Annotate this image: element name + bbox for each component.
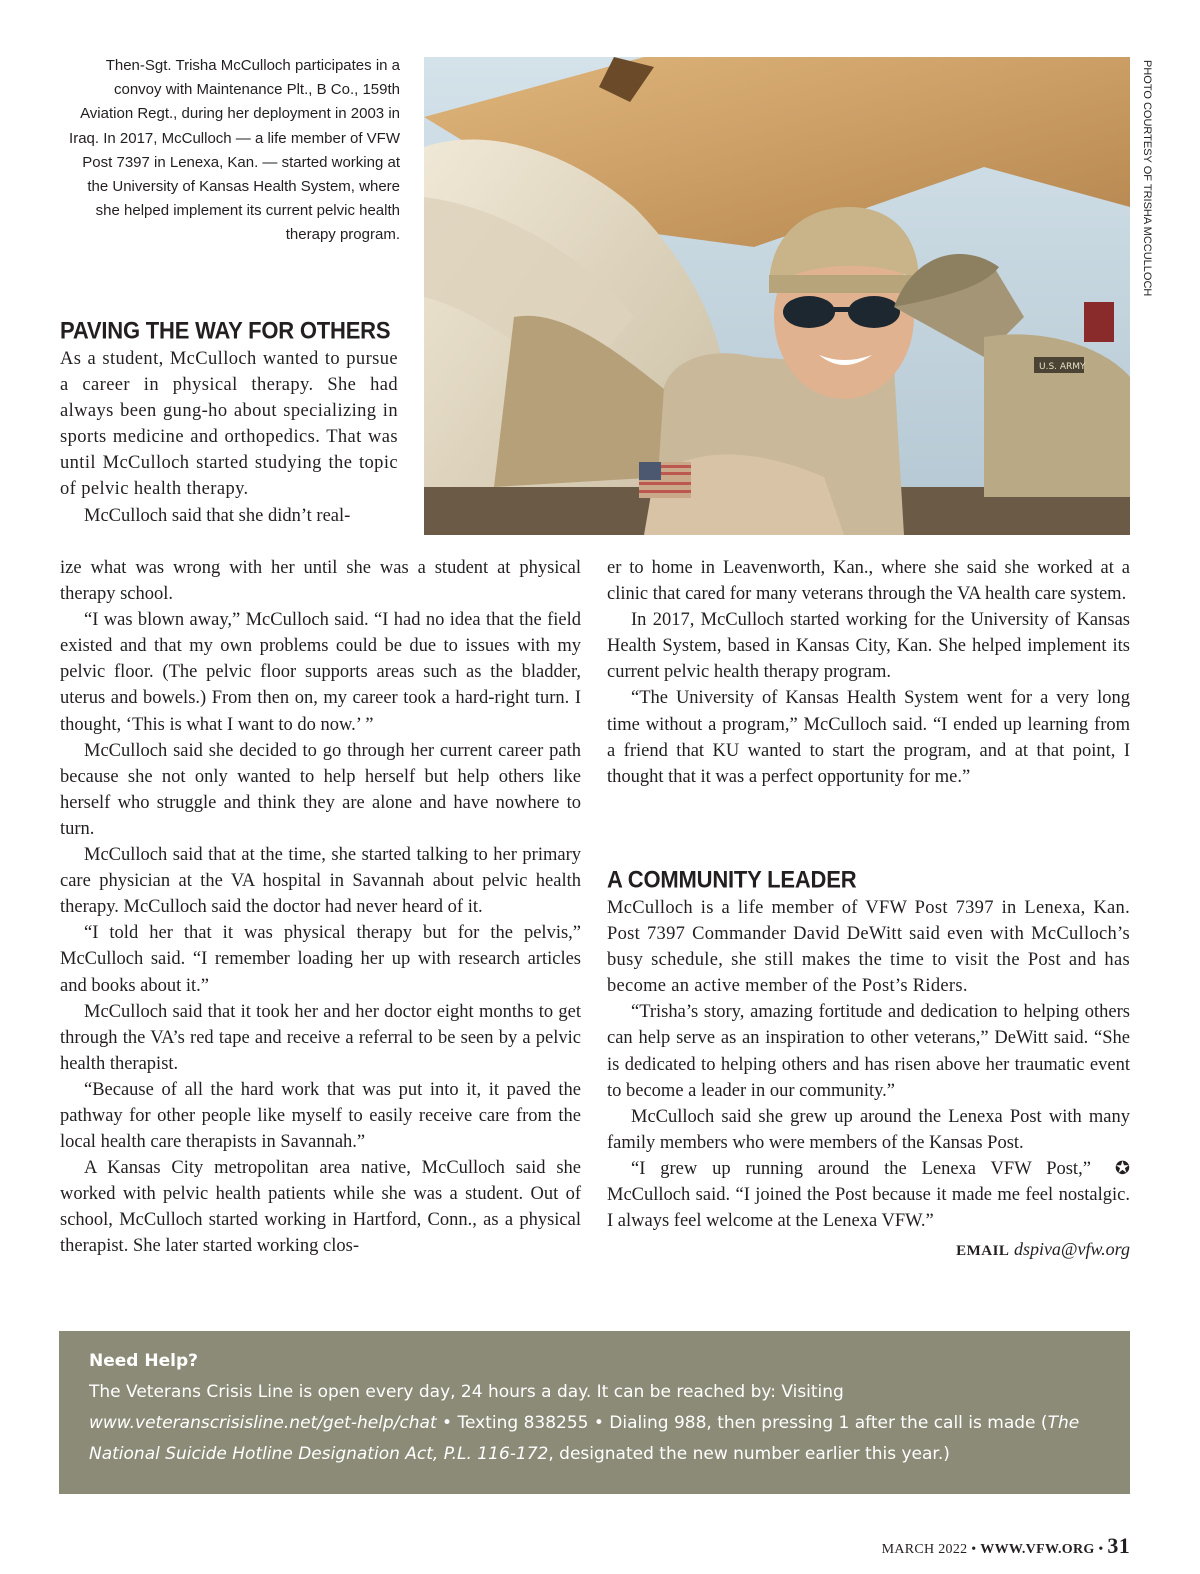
article-paragraph: McCulloch said that she didn’t real- xyxy=(84,505,351,526)
photo-caption: Then-Sgt. Trisha McCulloch participates in a convoy with Maintenance Plt., B Co., 159th Aviation Regt., during her deployment in 2003 in Iraq. In 2017, McCulloch — a life member of VFW Post 7397 in Lenexa, Kan. — started working at the University of Kansas Health System, where she helped implement its current pelvic health therapy program. xyxy=(69,57,400,244)
help-text: , designated the new number earlier this year.) xyxy=(548,1444,950,1464)
help-text: • Texting 838255 • Dialing 988, then pressing 1 after the call is made ( xyxy=(436,1413,1048,1433)
photo-credit: PHOTO COURTESY OF TRISHA MCCULLOCH xyxy=(1141,60,1153,297)
page-footer xyxy=(882,1533,1130,1559)
article-paragraph: ize what was wrong with her until she was a student at physical therapy school. xyxy=(60,558,581,605)
help-body xyxy=(89,1377,1100,1470)
article-column-right-top xyxy=(607,555,1130,790)
help-text: The Veterans Crisis Line is open every day, 24 hours a day. It can be reached by: Visiting xyxy=(89,1382,844,1402)
article-intro-column xyxy=(60,346,398,529)
crisis-line-link[interactable]: www.veteranscrisisline.net/get-help/chat xyxy=(89,1413,437,1433)
article-paragraph: In 2017, McCulloch started working for the University of Kansas Health System, based in Kansas City, Kan. She helped implement its current pelvic health therapy program. xyxy=(607,610,1130,683)
footer-bullet: • xyxy=(1098,1542,1104,1557)
article-paragraph: “The University of Kansas Health System went for a very long time without a program,” McCulloch said. “I ended up learning from a friend that KU wanted to start the program, and at that point, I thought that it was a perfect opportunity for me.” xyxy=(607,688,1130,787)
footer-site[interactable]: WWW.VFW.ORG xyxy=(980,1542,1095,1557)
section-heading-community: A COMMUNITY LEADER xyxy=(607,866,857,893)
act-name: The National Suicide Hotline Designation Act, P.L. 116-172 xyxy=(89,1413,1080,1464)
photo-illustration xyxy=(424,57,1130,535)
section-heading-paving: PAVING THE WAY FOR OTHERS xyxy=(60,317,391,344)
feature-photo xyxy=(424,57,1130,535)
crisis-line-box xyxy=(59,1331,1130,1494)
article-paragraph: er to home in Leavenworth, Kan., where she said she worked at a clinic that cared for many veterans through the VA health care system. xyxy=(607,558,1130,605)
email-label: EMAIL xyxy=(956,1243,1010,1260)
end-mark-icon: ✪ xyxy=(1114,1157,1130,1179)
article-paragraph: McCulloch said that it took her and her doctor eight months to get through the VA’s red tape and receive a referral to be seen by a pelvic health therapist. xyxy=(60,1001,581,1074)
article-paragraph: McCulloch is a life member of VFW Post 7397 in Lenexa, Kan. Post 7397 Commander David DeWitt said even with McCulloch’s busy schedule, she still makes the time to visit the Post and has become an active member of the Post’s Riders. xyxy=(607,898,1130,997)
article-column-left xyxy=(60,555,581,1260)
article-paragraph: McCulloch said she grew up around the Lenexa Post with many family members who were members of the Kansas Post. xyxy=(607,1106,1130,1153)
article-paragraph: “Because of all the hard work that was put into it, it paved the pathway for other people like myself to easily receive care from the local health care therapists in Savannah.” xyxy=(60,1079,581,1153)
uniform-tape-text: U.S. ARMY xyxy=(1039,362,1086,372)
footer-bullet: • xyxy=(971,1542,977,1557)
article-paragraph: McCulloch said she decided to go through her current career path because she not only wanted to help herself but help others like herself who struggle and think they are alone and have nowhere to turn. xyxy=(60,740,581,839)
article-column-right-bottom xyxy=(607,895,1130,1264)
email-address[interactable]: dspiva@vfw.org xyxy=(1013,1239,1130,1260)
article-paragraph: As a student, McCulloch wanted to pursue a career in physical therapy. She had always been gung-ho about specializing in sports medicine and orthopedics. That was until McCulloch started studying the topic of pelvic health therapy. xyxy=(60,349,398,500)
article-paragraph: McCulloch said that at the time, she started talking to her primary care physician at the VA hospital in Savannah about pelvic health therapy. McCulloch said the doctor had never heard of it. xyxy=(60,845,581,918)
closing-quote: “I grew up running around the Lenexa VFW Post,” McCulloch said. “I joined the Post because it made me feel nostalgic. I always feel welcome at the Lenexa VFW.” xyxy=(607,1158,1130,1232)
article-paragraph: A Kansas City metropolitan area native, McCulloch said she worked with pelvic health patients while she was a student. Out of school, McCulloch started working in Hartford, Conn., as a physical therapist. She later started working clos- xyxy=(60,1158,581,1257)
author-email xyxy=(607,1236,1130,1264)
help-title: Need Help? xyxy=(89,1351,198,1371)
article-paragraph: “I was blown away,” McCulloch said. “I had no idea that the field existed and that my own problems could be due to issues with my pelvic floor. (The pelvic floor supports areas such as the bladder, uterus and bowels.) From then on, my career took a hard-right turn. I thought, ‘This is what I want to do now.’ ” xyxy=(60,610,581,735)
article-paragraph: “I told her that it was physical therapy but for the pelvis,” McCulloch said. “I remember loading her up with research articles and books about it.” xyxy=(60,923,581,996)
page-number: 31 xyxy=(1107,1533,1130,1558)
article-paragraph: “Trisha’s story, amazing fortitude and dedication to helping others can help serve as an inspiration to other veterans,” DeWitt said. “She is dedicated to helping others and has risen above her traumatic event to become a leader in our community.” xyxy=(607,1002,1130,1101)
issue-date: MARCH 2022 xyxy=(881,1542,968,1557)
article-paragraph xyxy=(607,1156,1130,1234)
